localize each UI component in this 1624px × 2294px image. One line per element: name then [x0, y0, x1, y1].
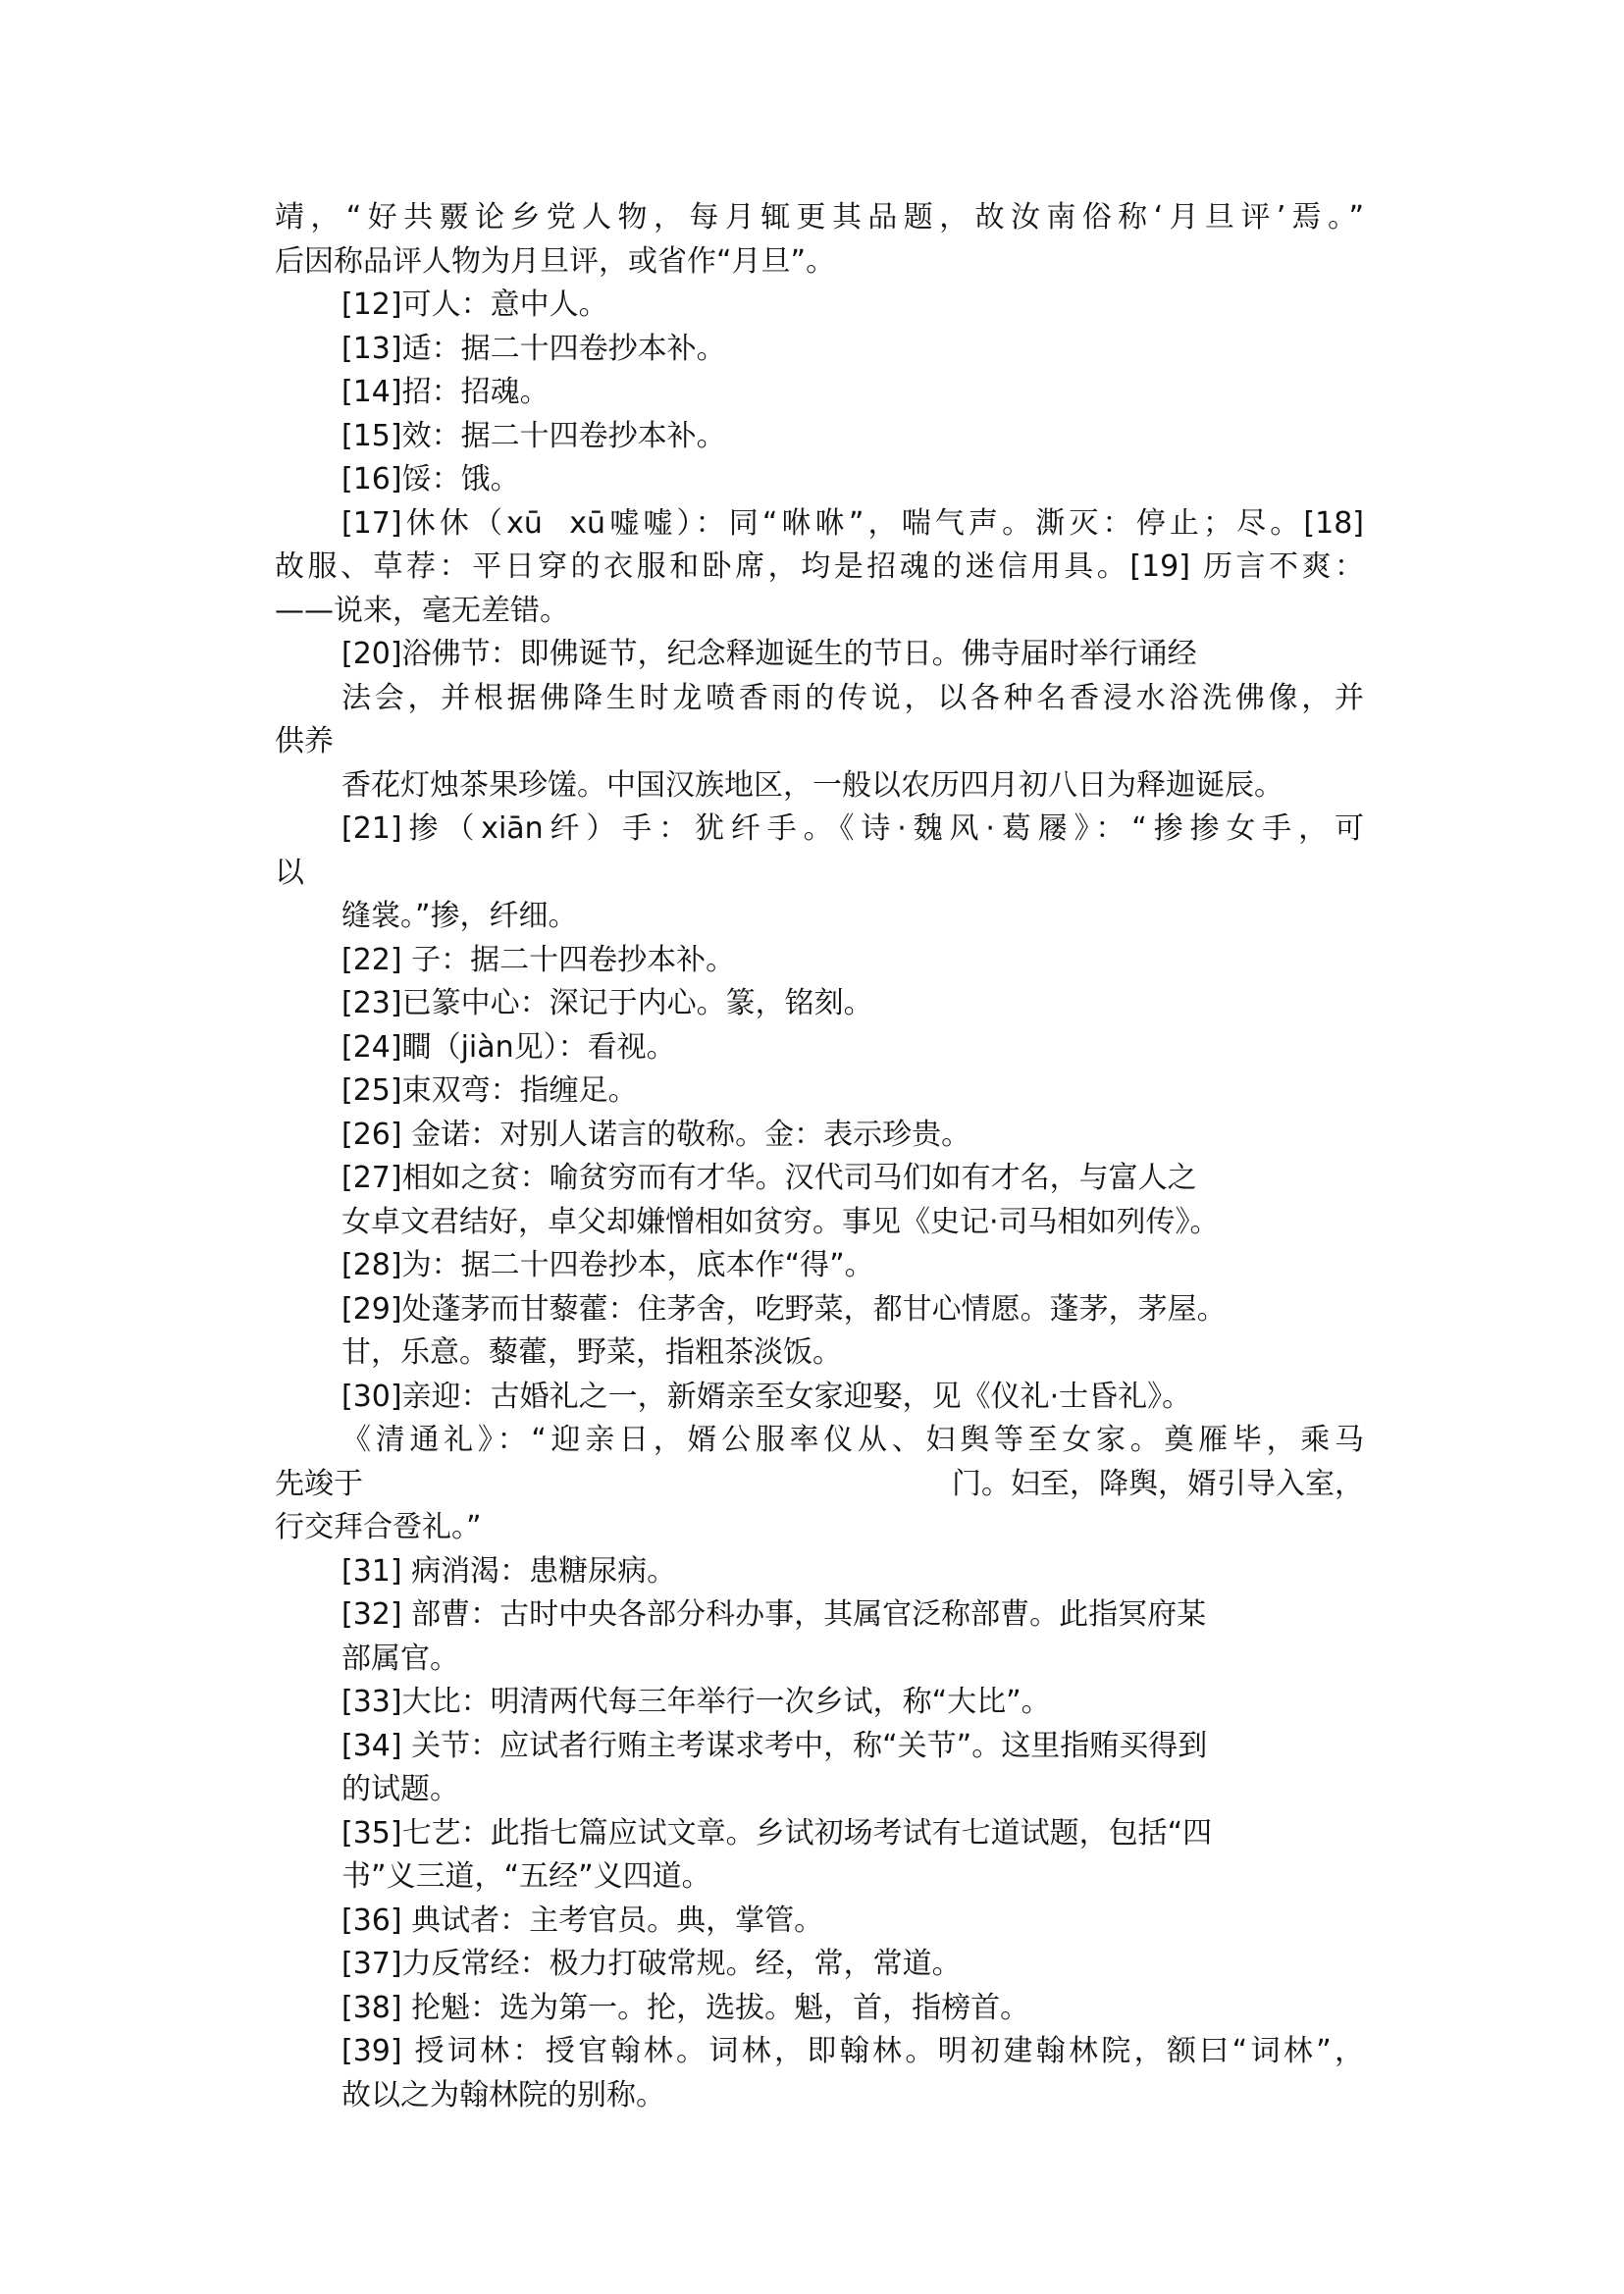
text-line: [20]浴佛节：即佛诞节，纪念释迦诞生的节日。佛寺届时举行诵经	[341, 637, 1197, 671]
text-line: [32] 部曹：古时中央各部分科办事，其属官泛称部曹。此指冥府某	[341, 1597, 1207, 1632]
text-line: [22] 子：据二十四卷抄本补。	[341, 942, 736, 977]
text-line-left: 先竣于	[275, 1466, 363, 1501]
text-line: [23]已篆中心：深记于内心。篆，铭刻。	[341, 986, 873, 1020]
text-line: [15]效：据二十四卷抄本补。	[341, 418, 726, 453]
text-line: 香花灯烛茶果珍馐。中国汉族地区，一般以农历四月初八日为释迦诞辰。	[341, 767, 1283, 803]
text-line: [16]馁：饿。	[341, 462, 520, 496]
text-line: [21]掺（xiān纤）手：犹纤手。《诗·魏风·葛屦》：“掺掺女手，可	[341, 811, 1364, 846]
text-line: [37]力反常经：极力打破常规。经，常，常道。	[341, 1947, 962, 1981]
text-line: [31] 病消渴：患糖尿病。	[341, 1553, 677, 1589]
text-line: 后因称品评人物为月旦评，或省作“月旦”。	[275, 243, 836, 279]
text-line: [28]为：据二十四卷抄本，底本作“得”。	[341, 1248, 874, 1282]
text-line: [25]束双弯：指缠足。	[341, 1073, 638, 1108]
text-line: 缝裳。”掺，纤细。	[341, 899, 578, 933]
text-line: [17]休休（xū xū嘘嘘）：同“咻咻”，喘气声。澌灭：停止；尽。[18]	[341, 505, 1364, 541]
text-line: [30]亲迎：古婚礼之一，新婿亲至女家迎娶，见《仪礼·士昏礼》。	[341, 1379, 1192, 1414]
text-line: ——说来，毫无差错。	[275, 593, 569, 628]
text-line: 故以之为翰林院的别称。	[341, 2077, 665, 2112]
text-line: [13]适：据二十四卷抄本补。	[341, 331, 726, 366]
text-line: 部属官。	[341, 1641, 459, 1676]
annotation-notes	[275, 196, 1364, 2117]
text-line	[275, 1463, 1364, 1507]
text-line: [14]招：招魂。	[341, 375, 550, 409]
text-line: 法会，并根据佛降生时龙喷香雨的传说，以各种名香浸水浴洗佛像，并	[341, 680, 1364, 715]
text-line: [39] 授词林：授官翰林。词林，即翰林。明初建翰林院，额曰“词林”，	[341, 2034, 1364, 2068]
text-line: [36] 典试者：主考官员。典，掌管。	[341, 1903, 824, 1938]
text-line: 以	[275, 855, 304, 890]
text-line: [34] 关节：应试者行贿主考谋求考中，称“关节”。这里指贿买得到	[341, 1728, 1208, 1763]
text-line: 女卓文君结好，卓父却嫌憎相如贫穷。事见《史记·司马相如列传》。	[341, 1204, 1220, 1239]
text-line: 《清通礼》：“迎亲日，婿公服率仪从、妇舆等至女家。奠雁毕，乘马	[341, 1423, 1364, 1457]
text-line: 的试题。	[341, 1772, 459, 1806]
text-line: 行交拜合卺礼。”	[275, 1510, 482, 1544]
text-line: [33]大比：明清两代每三年举行一次乡试，称“大比”。	[341, 1685, 1051, 1719]
text-line: 书”义三道，“五经”义四道。	[341, 1859, 711, 1894]
text-line: [35]七艺：此指七篇应试文章。乡试初场考试有七道试题，包括“四	[341, 1815, 1213, 1851]
text-line: 甘，乐意。藜藿，野菜，指粗茶淡饭。	[341, 1335, 842, 1370]
text-line: 供养	[275, 724, 334, 758]
text-line: [27]相如之贫：喻贫穷而有才华。汉代司马们如有才名，与富人之	[341, 1161, 1197, 1195]
text-line: [29]处蓬茅而甘藜藿：住茅舍，吃野菜，都甘心情愿。蓬茅，茅屋。	[341, 1291, 1227, 1327]
text-line: [38] 抡魁：选为第一。抡，选拔。魁，首，指榜首。	[341, 1990, 1030, 2025]
text-line: 靖，“好共覈论乡党人物，每月辄更其品题，故汝南俗称‘月旦评’焉。”	[275, 200, 1364, 235]
text-line: [12]可人：意中人。	[341, 287, 608, 322]
text-line-right: 门。妇至，降舆，婿引导入室，	[952, 1466, 1364, 1501]
text-line: 故服、草荐：平日穿的衣服和卧席，均是招魂的迷信用具。[19] 历言不爽：	[275, 549, 1364, 584]
text-line: [24]瞷（jiàn见）：看视。	[341, 1029, 676, 1065]
text-line: [26] 金诺：对别人诺言的敬称。金：表示珍贵。	[341, 1117, 971, 1152]
